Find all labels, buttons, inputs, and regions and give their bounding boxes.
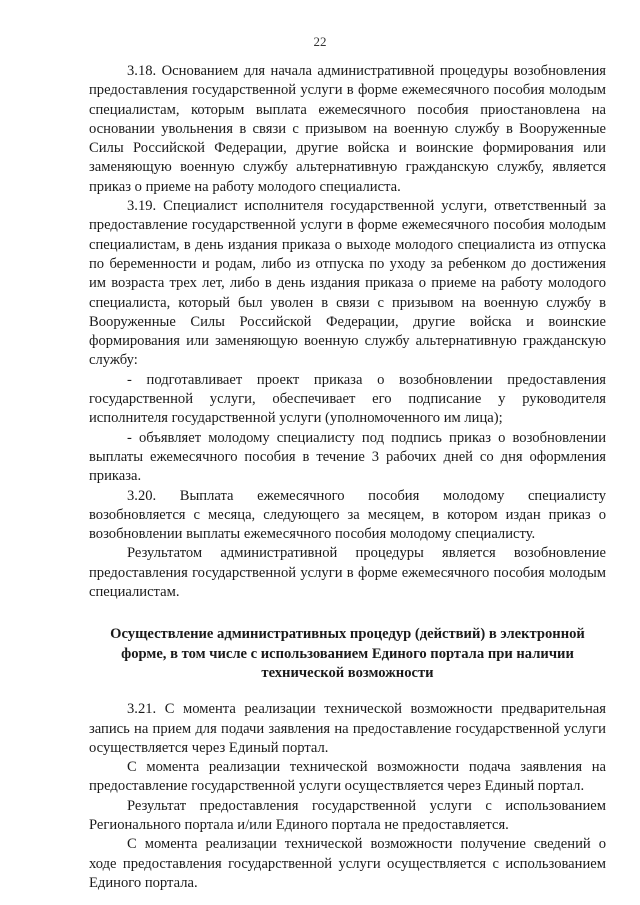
- paragraph-status-info: С момента реализации технической возможности получение сведений о ходе предоставления государственной услуги осуществляется с использованием Единого портала.: [89, 836, 606, 891]
- list-item-prepare-order: - подготавливает проект приказа о возобновлении предоставления государственной услуги, обеспечивает его подписание у руководителя исполнителя государственной услуги (уполномоченного им лица);: [89, 371, 606, 427]
- paragraph-3-19: 3.19. Специалист исполнителя государственной услуги, ответственный за предоставление государственной услуги в форме ежемесячного пособия молодым специалистам, в день издания приказа о выходе молодого специалиста из отпуска по беременности и родам, либо из отпуска по уходу за ребенком до достижения им возраста трех лет, либо в день издания приказа о приеме на работу молодого специалиста, который был уволен в связи с призывом на военную службу в Вооруженные Силы Российской Федерации, другие войска и воинские формирования или заменяющую военную службу альтернативную гражданскую службу:: [89, 198, 606, 369]
- document-body: [89, 62, 606, 893]
- paragraph-result-not-provided: Результат предоставления государственной услуги с использованием Регионального портала и/или Единого портала не предоставляется.: [89, 797, 606, 833]
- paragraph-3-18: 3.18. Основанием для начала административной процедуры возобновления предоставления государственной услуги в форме ежемесячного пособия молодым специалистам, которым выплата ежемесячного пособия приостановлена на основании увольнения в связи с призывом на военную службу в Вооруженные Силы Российской Федерации, другие войска и воинские формирования или заменяющую военную службу альтернативную гражданскую службу, является приказ о приеме на работу молодого специалиста.: [89, 63, 606, 195]
- paragraph-3-21: 3.21. С момента реализации технической возможности предварительная запись на прием для подачи заявления на предоставление государственной услуги осуществляется через Единый портал.: [89, 701, 606, 756]
- paragraph-application-submission: С момента реализации технической возможности подача заявления на предоставление государственной услуги осуществляется через Единый портал.: [89, 759, 606, 795]
- list-item-announce-order: - объявляет молодому специалисту под подпись приказ о возобновлении выплаты ежемесячного пособия в течение 3 рабочих дней со дня оформления приказа.: [89, 429, 606, 485]
- paragraph-result: Результатом административной процедуры является возобновление предоставления государственной услуги в форме ежемесячного пособия молодым специалистам.: [89, 545, 606, 601]
- paragraph-3-20: 3.20. Выплата ежемесячного пособия молодому специалисту возобновляется с месяца, следующего за месяцем, в котором издан приказ о возобновлении выплаты ежемесячного пособия молодому специалисту.: [89, 487, 606, 543]
- section-heading: Осуществление административных процедур (действий) в электронной форме, в том числе с использованием Единого портала при наличии технической возможности: [110, 626, 585, 681]
- page-number: 22: [313, 34, 327, 49]
